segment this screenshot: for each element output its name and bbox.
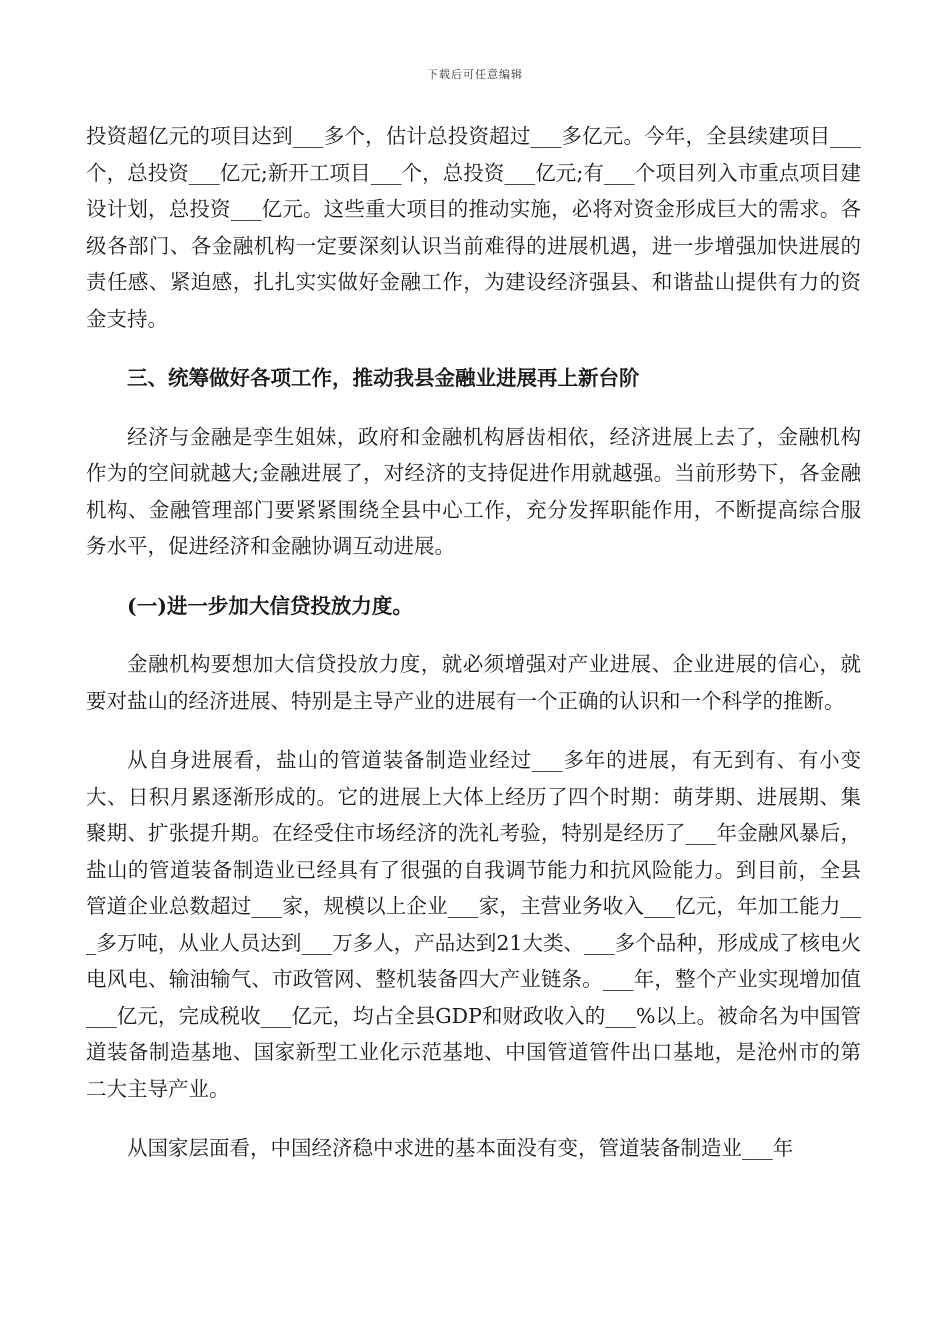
subsection-heading-credit: (一)进一步加大信贷投放力度。 — [127, 593, 413, 618]
document-body — [86, 118, 861, 1167]
section-heading-three: 三、统筹做好各项工作，推动我县金融业进展再上新台阶 — [127, 366, 640, 390]
paragraph-credit-confidence: 金融机构要想加大信贷投放力度，就必须增强对产业进展、企业进展的信心，就要对盐山的经济进展、特别是主导产业的进展有一个正确的认识和一个科学的推断。 — [86, 652, 861, 713]
paragraph-pipeline-industry: 从自身进展看，盐山的管道装备制造业经过___多年的进展，有无到有、有小变大、日积月累逐渐形成的。它的进展上大体上经历了四个时期：萌芽期、进展期、集聚期、扩张提升期。在经受住市场经济的洗礼考验，特别是经历了___年金融风暴后，盐山的管道装备制造业已经具有了很强的自我调节能力和抗风险能力。到目前，全县管道企业总数超过___家，规模以上企业___家，主营业务收入___亿元，年加工能力___多万吨，从业人员达到___万多人，产品达到21大类、___多个品种，形成成了核电火电风电、输油输气、市政管网、整机装备四大产业链条。___年，整个产业实现增加值___亿元，完成税收___亿元，均占全县GDP和财政收入的___%以上。被命名为中国管道装备制造基地、国家新型工业化示范基地、中国管道管件出口基地，是沧州市的第二大主导产业。 — [86, 748, 861, 1101]
paragraph-economy-finance: 经济与金融是孪生姐妹，政府和金融机构唇齿相依，经济进展上去了，金融机构作为的空间就越大;金融进展了，对经济的支持促进作用就越强。当前形势下，各金融机构、金融管理部门要紧紧围绕全县中心工作，充分发挥职能作用，不断提高综合服务水平，促进经济和金融协调互动进展。 — [86, 424, 861, 558]
paragraph-national-level: 从国家层面看，中国经济稳中求进的基本面没有变，管道装备制造业___年 — [127, 1136, 794, 1160]
page-header-note: 下载后可任意编辑 — [427, 68, 523, 81]
paragraph-investment-projects: 投资超亿元的项目达到___多个，估计总投资超过___多亿元。今年，全县续建项目___个，总投资___亿元;新开工项目___个，总投资___亿元;有___个项目列入市重点项目建设计划，总投资___亿元。这些重大项目的推动实施，必将对资金形成巨大的需求。各级各部门、各金融机构一定要深刻认识当前难得的进展机遇，进一步增强加快进展的责任感、紧迫感，扎扎实实做好金融工作，为建设经济强县、和谐盐山提供有力的资金支持。 — [86, 124, 861, 331]
